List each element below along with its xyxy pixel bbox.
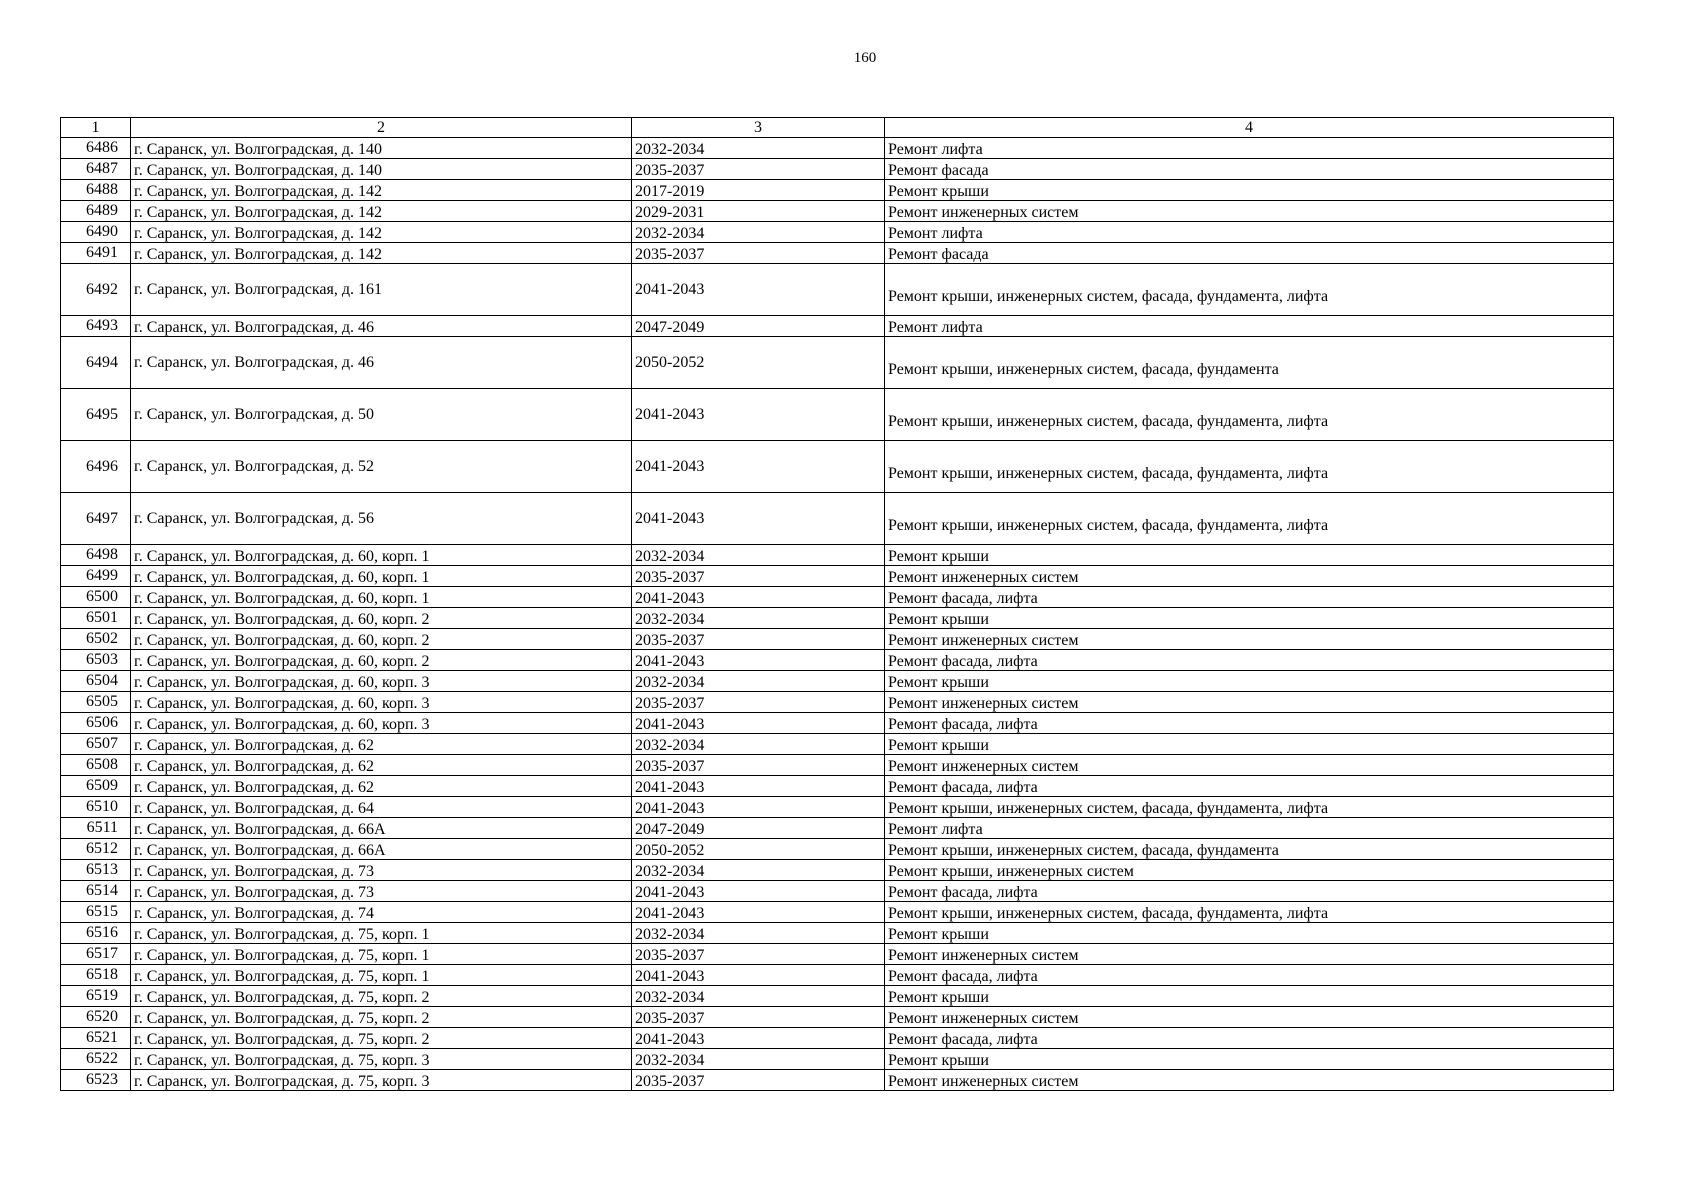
address-cell: г. Саранск, ул. Волгоградская, д. 73 [131, 860, 632, 881]
period-cell: 2032-2034 [632, 860, 885, 881]
work-type-cell: Ремонт фасада [885, 243, 1614, 264]
period-cell: 2041-2043 [632, 713, 885, 734]
table-row [61, 986, 1614, 1007]
row-number-cell: 6494 [61, 337, 131, 389]
table-row [61, 692, 1614, 713]
table-row [61, 839, 1614, 860]
work-type-cell: Ремонт инженерных систем [885, 566, 1614, 587]
period-cell: 2035-2037 [632, 755, 885, 776]
address-cell: г. Саранск, ул. Волгоградская, д. 60, корп. 1 [131, 566, 632, 587]
address-cell: г. Саранск, ул. Волгоградская, д. 75, корп. 1 [131, 965, 632, 986]
work-type-cell: Ремонт крыши [885, 1049, 1614, 1070]
period-cell: 2032-2034 [632, 986, 885, 1007]
row-number-cell: 6511 [61, 818, 131, 839]
period-cell: 2041-2043 [632, 797, 885, 818]
work-type-cell: Ремонт инженерных систем [885, 692, 1614, 713]
row-number-cell: 6506 [61, 713, 131, 734]
address-cell: г. Саранск, ул. Волгоградская, д. 60, корп. 2 [131, 629, 632, 650]
work-type-cell: Ремонт лифта [885, 222, 1614, 243]
address-cell: г. Саранск, ул. Волгоградская, д. 60, корп. 1 [131, 587, 632, 608]
row-number-cell: 6501 [61, 608, 131, 629]
address-cell: г. Саранск, ул. Волгоградская, д. 56 [131, 493, 632, 545]
work-type-cell: Ремонт крыши [885, 180, 1614, 201]
period-cell: 2041-2043 [632, 902, 885, 923]
table-row [61, 650, 1614, 671]
column-header-3: 3 [632, 118, 885, 138]
table-row [61, 818, 1614, 839]
row-number-cell: 6495 [61, 389, 131, 441]
table-row [61, 316, 1614, 337]
address-cell: г. Саранск, ул. Волгоградская, д. 75, корп. 3 [131, 1070, 632, 1091]
row-number-cell: 6517 [61, 944, 131, 965]
row-number-cell: 6490 [61, 222, 131, 243]
address-cell: г. Саранск, ул. Волгоградская, д. 75, корп. 2 [131, 1028, 632, 1049]
address-cell: г. Саранск, ул. Волгоградская, д. 50 [131, 389, 632, 441]
row-number-cell: 6505 [61, 692, 131, 713]
work-type-cell: Ремонт фасада, лифта [885, 881, 1614, 902]
address-cell: г. Саранск, ул. Волгоградская, д. 75, корп. 1 [131, 944, 632, 965]
table-row [61, 608, 1614, 629]
table-row [61, 965, 1614, 986]
table-row [61, 1007, 1614, 1028]
address-cell: г. Саранск, ул. Волгоградская, д. 60, корп. 3 [131, 692, 632, 713]
table-row [61, 923, 1614, 944]
table-row [61, 797, 1614, 818]
row-number-cell: 6522 [61, 1049, 131, 1070]
column-header-1: 1 [61, 118, 131, 138]
row-number-cell: 6488 [61, 180, 131, 201]
work-type-cell: Ремонт крыши [885, 545, 1614, 566]
work-type-cell: Ремонт фасада, лифта [885, 650, 1614, 671]
address-cell: г. Саранск, ул. Волгоградская, д. 75, корп. 2 [131, 1007, 632, 1028]
address-cell: г. Саранск, ул. Волгоградская, д. 66А [131, 839, 632, 860]
row-number-cell: 6504 [61, 671, 131, 692]
table-row [61, 587, 1614, 608]
work-type-cell: Ремонт инженерных систем [885, 1007, 1614, 1028]
period-cell: 2035-2037 [632, 1007, 885, 1028]
address-cell: г. Саранск, ул. Волгоградская, д. 140 [131, 138, 632, 159]
row-number-cell: 6503 [61, 650, 131, 671]
address-cell: г. Саранск, ул. Волгоградская, д. 75, корп. 1 [131, 923, 632, 944]
row-number-cell: 6515 [61, 902, 131, 923]
row-number-cell: 6520 [61, 1007, 131, 1028]
row-number-cell: 6489 [61, 201, 131, 222]
table-row [61, 671, 1614, 692]
work-type-cell: Ремонт лифта [885, 316, 1614, 337]
table-row [61, 734, 1614, 755]
row-number-cell: 6497 [61, 493, 131, 545]
row-number-cell: 6509 [61, 776, 131, 797]
period-cell: 2050-2052 [632, 839, 885, 860]
period-cell: 2032-2034 [632, 923, 885, 944]
address-cell: г. Саранск, ул. Волгоградская, д. 52 [131, 441, 632, 493]
repair-schedule-table [60, 117, 1614, 1091]
work-type-cell: Ремонт фасада [885, 159, 1614, 180]
work-type-cell: Ремонт фасада, лифта [885, 713, 1614, 734]
period-cell: 2041-2043 [632, 650, 885, 671]
address-cell: г. Саранск, ул. Волгоградская, д. 60, корп. 2 [131, 608, 632, 629]
work-type-cell: Ремонт крыши, инженерных систем [885, 860, 1614, 881]
row-number-cell: 6502 [61, 629, 131, 650]
address-cell: г. Саранск, ул. Волгоградская, д. 142 [131, 222, 632, 243]
address-cell: г. Саранск, ул. Волгоградская, д. 62 [131, 776, 632, 797]
column-number-row [61, 118, 1614, 138]
period-cell: 2041-2043 [632, 1028, 885, 1049]
row-number-cell: 6510 [61, 797, 131, 818]
work-type-cell: Ремонт инженерных систем [885, 201, 1614, 222]
work-type-cell: Ремонт крыши [885, 986, 1614, 1007]
period-cell: 2032-2034 [632, 608, 885, 629]
address-cell: г. Саранск, ул. Волгоградская, д. 142 [131, 201, 632, 222]
table-row [61, 545, 1614, 566]
row-number-cell: 6521 [61, 1028, 131, 1049]
period-cell: 2035-2037 [632, 692, 885, 713]
address-cell: г. Саранск, ул. Волгоградская, д. 75, корп. 3 [131, 1049, 632, 1070]
address-cell: г. Саранск, ул. Волгоградская, д. 66А [131, 818, 632, 839]
row-number-cell: 6523 [61, 1070, 131, 1091]
row-number-cell: 6512 [61, 839, 131, 860]
column-header-4: 4 [885, 118, 1614, 138]
table-row [61, 201, 1614, 222]
table-row [61, 944, 1614, 965]
period-cell: 2041-2043 [632, 587, 885, 608]
table-row [61, 902, 1614, 923]
period-cell: 2035-2037 [632, 944, 885, 965]
work-type-cell: Ремонт инженерных систем [885, 1070, 1614, 1091]
table-body [61, 118, 1614, 1091]
row-number-cell: 6508 [61, 755, 131, 776]
address-cell: г. Саранск, ул. Волгоградская, д. 75, корп. 2 [131, 986, 632, 1007]
row-number-cell: 6492 [61, 264, 131, 316]
period-cell: 2041-2043 [632, 441, 885, 493]
table-row [61, 881, 1614, 902]
row-number-cell: 6518 [61, 965, 131, 986]
table-row [61, 566, 1614, 587]
period-cell: 2035-2037 [632, 243, 885, 264]
address-cell: г. Саранск, ул. Волгоградская, д. 46 [131, 337, 632, 389]
row-number-cell: 6486 [61, 138, 131, 159]
table-row [61, 159, 1614, 180]
period-cell: 2032-2034 [632, 545, 885, 566]
work-type-cell: Ремонт фасада, лифта [885, 587, 1614, 608]
work-type-cell: Ремонт крыши [885, 608, 1614, 629]
period-cell: 2032-2034 [632, 1049, 885, 1070]
row-number-cell: 6487 [61, 159, 131, 180]
table-row [61, 776, 1614, 797]
table-row [61, 629, 1614, 650]
work-type-cell: Ремонт крыши [885, 923, 1614, 944]
row-number-cell: 6513 [61, 860, 131, 881]
work-type-cell: Ремонт крыши, инженерных систем, фасада, фундамента [885, 337, 1614, 389]
period-cell: 2041-2043 [632, 776, 885, 797]
work-type-cell: Ремонт фасада, лифта [885, 1028, 1614, 1049]
address-cell: г. Саранск, ул. Волгоградская, д. 161 [131, 264, 632, 316]
period-cell: 2047-2049 [632, 316, 885, 337]
work-type-cell: Ремонт крыши, инженерных систем, фасада, фундамента, лифта [885, 797, 1614, 818]
work-type-cell: Ремонт фасада, лифта [885, 965, 1614, 986]
period-cell: 2032-2034 [632, 671, 885, 692]
table-row [61, 337, 1614, 389]
row-number-cell: 6493 [61, 316, 131, 337]
row-number-cell: 6498 [61, 545, 131, 566]
period-cell: 2017-2019 [632, 180, 885, 201]
table-row [61, 138, 1614, 159]
row-number-cell: 6496 [61, 441, 131, 493]
column-header-2: 2 [131, 118, 632, 138]
row-number-cell: 6500 [61, 587, 131, 608]
period-cell: 2041-2043 [632, 493, 885, 545]
address-cell: г. Саранск, ул. Волгоградская, д. 64 [131, 797, 632, 818]
work-type-cell: Ремонт крыши, инженерных систем, фасада, фундамента, лифта [885, 264, 1614, 316]
period-cell: 2032-2034 [632, 138, 885, 159]
address-cell: г. Саранск, ул. Волгоградская, д. 46 [131, 316, 632, 337]
table-row [61, 755, 1614, 776]
period-cell: 2041-2043 [632, 264, 885, 316]
period-cell: 2035-2037 [632, 159, 885, 180]
table-row [61, 1049, 1614, 1070]
work-type-cell: Ремонт фасада, лифта [885, 776, 1614, 797]
work-type-cell: Ремонт лифта [885, 818, 1614, 839]
address-cell: г. Саранск, ул. Волгоградская, д. 74 [131, 902, 632, 923]
row-number-cell: 6514 [61, 881, 131, 902]
address-cell: г. Саранск, ул. Волгоградская, д. 60, корп. 3 [131, 671, 632, 692]
period-cell: 2041-2043 [632, 965, 885, 986]
address-cell: г. Саранск, ул. Волгоградская, д. 142 [131, 180, 632, 201]
page-number: 160 [853, 50, 877, 66]
period-cell: 2041-2043 [632, 881, 885, 902]
period-cell: 2035-2037 [632, 566, 885, 587]
table-row [61, 860, 1614, 881]
table-row [61, 1070, 1614, 1091]
address-cell: г. Саранск, ул. Волгоградская, д. 62 [131, 755, 632, 776]
table-row [61, 493, 1614, 545]
address-cell: г. Саранск, ул. Волгоградская, д. 140 [131, 159, 632, 180]
address-cell: г. Саранск, ул. Волгоградская, д. 60, корп. 2 [131, 650, 632, 671]
period-cell: 2041-2043 [632, 389, 885, 441]
period-cell: 2032-2034 [632, 222, 885, 243]
work-type-cell: Ремонт инженерных систем [885, 629, 1614, 650]
table-row [61, 441, 1614, 493]
period-cell: 2050-2052 [632, 337, 885, 389]
row-number-cell: 6491 [61, 243, 131, 264]
address-cell: г. Саранск, ул. Волгоградская, д. 62 [131, 734, 632, 755]
work-type-cell: Ремонт инженерных систем [885, 944, 1614, 965]
table-row [61, 389, 1614, 441]
period-cell: 2047-2049 [632, 818, 885, 839]
work-type-cell: Ремонт крыши [885, 671, 1614, 692]
row-number-cell: 6516 [61, 923, 131, 944]
work-type-cell: Ремонт инженерных систем [885, 755, 1614, 776]
period-cell: 2035-2037 [632, 1070, 885, 1091]
row-number-cell: 6499 [61, 566, 131, 587]
table-row [61, 180, 1614, 201]
work-type-cell: Ремонт лифта [885, 138, 1614, 159]
row-number-cell: 6519 [61, 986, 131, 1007]
table-row [61, 264, 1614, 316]
period-cell: 2032-2034 [632, 734, 885, 755]
address-cell: г. Саранск, ул. Волгоградская, д. 60, корп. 1 [131, 545, 632, 566]
period-cell: 2029-2031 [632, 201, 885, 222]
work-type-cell: Ремонт крыши, инженерных систем, фасада, фундамента, лифта [885, 441, 1614, 493]
address-cell: г. Саранск, ул. Волгоградская, д. 60, корп. 3 [131, 713, 632, 734]
work-type-cell: Ремонт крыши, инженерных систем, фасада, фундамента, лифта [885, 902, 1614, 923]
work-type-cell: Ремонт крыши [885, 734, 1614, 755]
address-cell: г. Саранск, ул. Волгоградская, д. 142 [131, 243, 632, 264]
table-row [61, 243, 1614, 264]
work-type-cell: Ремонт крыши, инженерных систем, фасада, фундамента, лифта [885, 493, 1614, 545]
address-cell: г. Саранск, ул. Волгоградская, д. 73 [131, 881, 632, 902]
row-number-cell: 6507 [61, 734, 131, 755]
table-row [61, 713, 1614, 734]
period-cell: 2035-2037 [632, 629, 885, 650]
work-type-cell: Ремонт крыши, инженерных систем, фасада, фундамента, лифта [885, 389, 1614, 441]
table-row [61, 222, 1614, 243]
table-row [61, 1028, 1614, 1049]
work-type-cell: Ремонт крыши, инженерных систем, фасада, фундамента [885, 839, 1614, 860]
